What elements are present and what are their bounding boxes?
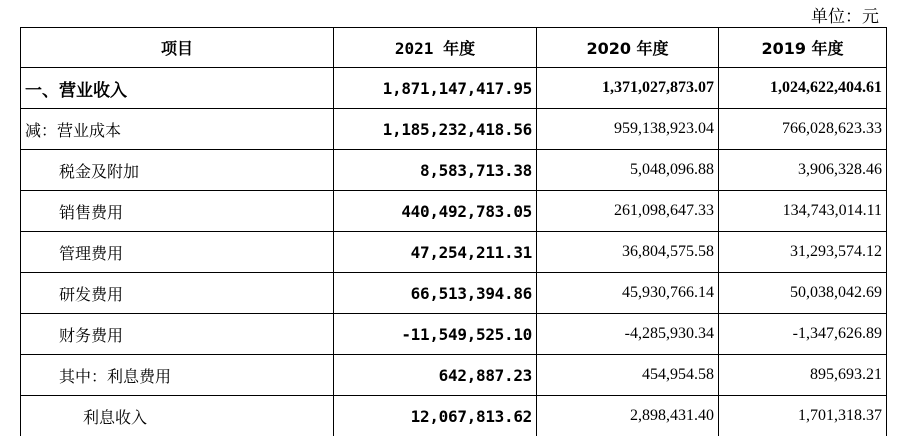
table-row <box>21 150 887 191</box>
value-2020: 1,371,027,873.07 <box>537 68 719 109</box>
row-label: 销售费用 <box>21 191 334 232</box>
table-row <box>21 273 887 314</box>
table-row <box>21 314 887 355</box>
value-2019: 31,293,574.12 <box>719 232 887 273</box>
unit-label: 单位：元 <box>811 7 879 27</box>
header-2019: 2019 年度 <box>719 28 887 68</box>
value-2019: 50,038,042.69 <box>719 273 887 314</box>
income-statement-table <box>20 27 887 436</box>
value-2021: 47,254,211.31 <box>334 232 537 273</box>
row-label: 研发费用 <box>21 273 334 314</box>
value-2019: -1,347,626.89 <box>719 314 887 355</box>
value-2019: 766,028,623.33 <box>719 109 887 150</box>
value-2020: 959,138,923.04 <box>537 109 719 150</box>
table-header-row <box>21 28 887 68</box>
row-label: 减：营业成本 <box>21 109 334 150</box>
row-label: 财务费用 <box>21 314 334 355</box>
table-row <box>21 232 887 273</box>
header-2021: 2021 年度 <box>334 28 537 68</box>
value-2019: 1,701,318.37 <box>719 396 887 437</box>
table-row <box>21 109 887 150</box>
value-2020: 2,898,431.40 <box>537 396 719 437</box>
value-2020: 261,098,647.33 <box>537 191 719 232</box>
value-2021: -11,549,525.10 <box>334 314 537 355</box>
row-label: 其中：利息费用 <box>21 355 334 396</box>
value-2020: 454,954.58 <box>537 355 719 396</box>
value-2020: 5,048,096.88 <box>537 150 719 191</box>
value-2021: 1,871,147,417.95 <box>334 68 537 109</box>
value-2020: -4,285,930.34 <box>537 314 719 355</box>
row-label: 一、营业收入 <box>21 68 334 109</box>
row-label: 管理费用 <box>21 232 334 273</box>
row-label: 税金及附加 <box>21 150 334 191</box>
value-2019: 1,024,622,404.61 <box>719 68 887 109</box>
table-row <box>21 191 887 232</box>
header-2020: 2020 年度 <box>537 28 719 68</box>
value-2021: 642,887.23 <box>334 355 537 396</box>
value-2019: 134,743,014.11 <box>719 191 887 232</box>
value-2019: 3,906,328.46 <box>719 150 887 191</box>
value-2021: 440,492,783.05 <box>334 191 537 232</box>
value-2021: 12,067,813.62 <box>334 396 537 437</box>
value-2020: 36,804,575.58 <box>537 232 719 273</box>
value-2020: 45,930,766.14 <box>537 273 719 314</box>
value-2021: 8,583,713.38 <box>334 150 537 191</box>
value-2021: 66,513,394.86 <box>334 273 537 314</box>
value-2019: 895,693.21 <box>719 355 887 396</box>
row-label: 利息收入 <box>21 396 334 437</box>
table-row <box>21 355 887 396</box>
table-row <box>21 68 887 109</box>
value-2021: 1,185,232,418.56 <box>334 109 537 150</box>
header-item: 项目 <box>21 28 334 68</box>
table-row <box>21 396 887 437</box>
